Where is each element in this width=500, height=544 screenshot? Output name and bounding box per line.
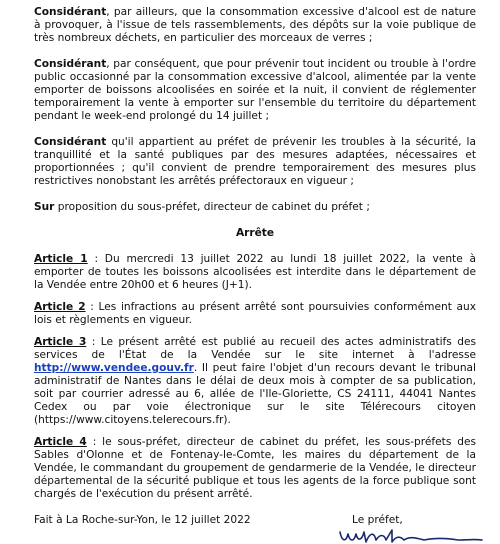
place-date: Fait à La Roche-sur-Yon, le 12 juillet 2022	[34, 514, 251, 526]
considerant-1	[34, 6, 476, 45]
article-4	[34, 436, 476, 501]
considerant-3	[34, 136, 476, 188]
article-text-after-link: . Il peut faire l'objet d'un recours devant le tribunal administratif de Nantes dans le délai de deux mois à compter de sa publication, soit par courrier adressé au 6, allée de l'Ile-Gloriette, CS 24111, 44041 Nantes Cedex ou par voie électronique sur le site Télérecours citoyen (https://www.citoyens.telerecours.fr).	[34, 362, 476, 426]
article-label: Article 3	[34, 336, 87, 348]
considerant-2	[34, 58, 476, 123]
website-link[interactable]: http://www.vendee.gouv.fr	[34, 362, 194, 374]
considerant-lead: Considérant	[34, 6, 107, 18]
signature-icon	[334, 528, 484, 544]
article-label: Article 4	[34, 436, 87, 448]
article-text: : Les infractions au présent arrêté sont poursuivies conformément aux lois et règlements en vigueur.	[34, 301, 476, 326]
article-1	[34, 253, 476, 292]
signatory-label: Le préfet,	[352, 514, 403, 526]
proposition-lead: Sur	[34, 201, 55, 213]
article-text: : le sous-préfet, directeur de cabinet du préfet, les sous-préfets des Sables d'Olonne et de Fontenay-le-Comte, les maires du département de la Vendée, le commandant du groupement de gendarmerie de la Vendée, le directeur départemental de la sécurité publique et tous les agents de la force publique sont chargés de l'exécution du présent arrêté.	[34, 436, 477, 500]
article-label: Article 2	[34, 301, 86, 313]
decree-page	[34, 6, 476, 544]
considerant-lead: Considérant	[34, 136, 107, 148]
considerant-lead: Considérant	[34, 58, 107, 70]
article-text-before-link: : Le présent arrêté est publié au recueil des actes administratifs des services de l'État de la Vendée sur le site internet à l'adresse	[34, 336, 476, 361]
decree-title: Arrête	[235, 227, 275, 239]
article-label: Article 1	[34, 253, 88, 265]
considerant-text: , par conséquent, que pour prévenir tout incident ou trouble à l'ordre public occasionné par la consommation excessive d'alcool, alimentée par la vente emporter de boissons alcoolisées en soirée et la nuit, il convient de réglementer temporairement la vente à emporter sur l'ensemble du territoire du département pendant le week-end prolongé du 14 juillet ;	[34, 58, 476, 122]
proposition	[34, 201, 476, 214]
considerant-text: qu'il appartient au préfet de prévenir les troubles à la sécurité, la tranquillité et la santé publiques par des mesures adaptées, nécessaires et proportionnées ; qu'il convient de prendre temporairement des mesures plus restrictives nonobstant les arrêtés préfectoraux en vigueur ;	[34, 136, 476, 187]
proposition-text: proposition du sous-préfet, directeur de cabinet du préfet ;	[54, 201, 370, 213]
article-text: : Du mercredi 13 juillet 2022 au lundi 18 juillet 2022, la vente à emporter de toutes les boissons alcoolisées est interdite dans le département de la Vendée entre 20h00 et 6 heures (J+1).	[34, 253, 476, 291]
article-3	[34, 336, 476, 427]
footer	[34, 514, 476, 544]
considerant-text: , par ailleurs, que la consommation excessive d'alcool est de nature à provoquer, à l'issue de tels rassemblements, des dépôts sur la voie publique de très nombreux déchets, en particulier des morceaux de verres ;	[34, 6, 476, 44]
article-2	[34, 301, 476, 327]
